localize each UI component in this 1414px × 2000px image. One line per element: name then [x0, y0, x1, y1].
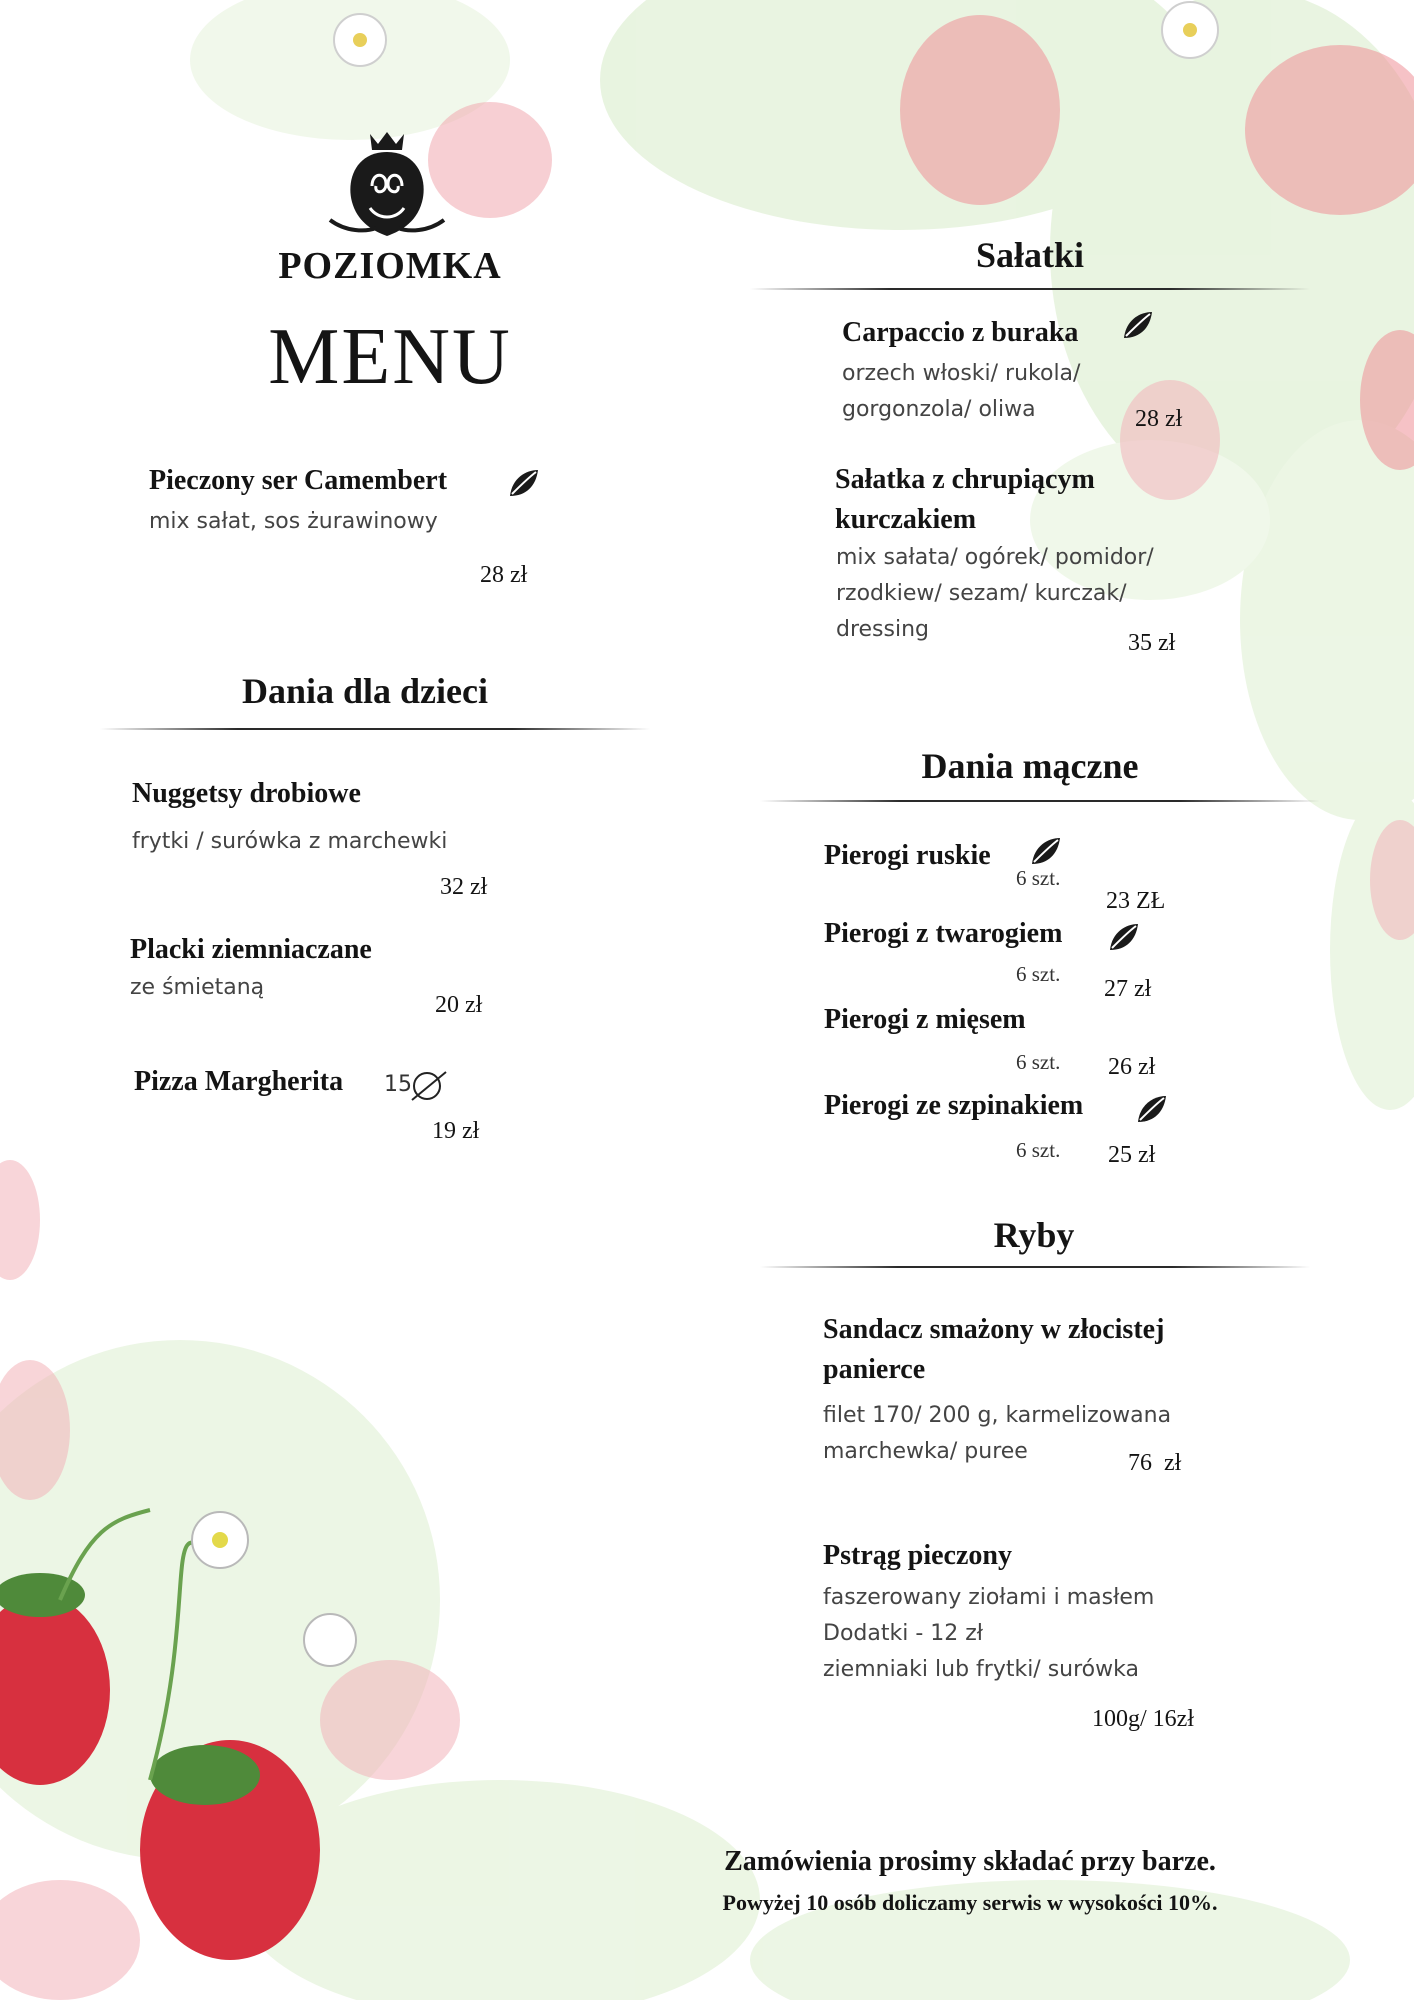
section-divider	[760, 1266, 1310, 1268]
item-name: Pstrąg pieczony	[823, 1540, 1012, 1571]
item-price: 28 zł	[1135, 406, 1183, 432]
item-desc: orzech włoski/ rukola/	[842, 361, 1081, 386]
item-name: Pierogi ruskie	[824, 840, 991, 871]
item-desc: Dodatki - 12 zł	[823, 1621, 984, 1646]
item-desc: ziemniaki lub frytki/ surówka	[823, 1657, 1139, 1682]
section-divider	[760, 800, 1320, 802]
item-name: Pizza Margherita	[134, 1066, 344, 1097]
section-title-flour: Dania mączne	[921, 746, 1139, 786]
poziomka-logo	[326, 128, 448, 243]
item-price: 76 zł	[1128, 1450, 1182, 1476]
item-desc: ze śmietaną	[130, 975, 265, 1000]
vegetarian-leaf-icon	[1134, 1092, 1168, 1126]
item-desc: mix sałat, sos żurawinowy	[149, 509, 438, 534]
menu-title: MENU	[268, 313, 512, 401]
item-price: 32 zł	[440, 874, 488, 900]
vegetarian-leaf-icon	[1106, 920, 1140, 954]
item-desc: mix sałata/ ogórek/ pomidor/	[836, 545, 1154, 570]
section-title-fish: Ryby	[993, 1215, 1075, 1255]
item-name: Sałatka z chrupiącym	[835, 464, 1095, 495]
vegetarian-leaf-icon	[506, 466, 540, 500]
item-price: 19 zł	[432, 1118, 480, 1144]
item-price: 26 zł	[1108, 1054, 1156, 1080]
item-desc: gorgonzola/ oliwa	[842, 397, 1036, 422]
item-desc: rzodkiew/ sezam/ kurczak/	[836, 581, 1127, 606]
item-name: Sandacz smażony w złocistej	[823, 1314, 1165, 1345]
section-divider	[750, 288, 1310, 290]
item-name: Pieczony ser Camembert	[149, 465, 448, 496]
item-price: 20 zł	[435, 992, 483, 1018]
item-name: Carpaccio z buraka	[842, 317, 1079, 348]
footer-note: Zamówienia prosimy składać przy barze.	[724, 1846, 1216, 1877]
item-name: Pierogi ze szpinakiem	[824, 1090, 1084, 1121]
item-qty: 6 szt.	[1016, 962, 1061, 986]
item-desc: dressing	[836, 617, 930, 642]
item-desc: frytki / surówka z marchewki	[132, 829, 448, 854]
vegetarian-leaf-icon	[1028, 834, 1062, 868]
item-desc: filet 170/ 200 g, karmelizowana	[823, 1403, 1172, 1428]
vegetarian-leaf-icon	[1120, 308, 1154, 342]
item-desc: faszerowany ziołami i masłem	[823, 1585, 1155, 1610]
section-title-kids: Dania dla dzieci	[241, 671, 488, 711]
item-name: kurczakiem	[835, 504, 977, 535]
brand-name: POZIOMKA	[278, 245, 502, 287]
section-divider	[100, 728, 650, 730]
item-name: Pierogi z twarogiem	[824, 918, 1063, 949]
item-price: 100g/ 16zł	[1092, 1706, 1194, 1732]
item-qty: 6 szt.	[1016, 1138, 1061, 1162]
item-name: Placki ziemniaczane	[130, 934, 372, 965]
item-name: panierce	[823, 1354, 926, 1385]
item-name: Nuggetsy drobiowe	[132, 778, 361, 809]
item-qty: 6 szt.	[1016, 866, 1061, 890]
item-desc: marchewka/ puree	[823, 1439, 1028, 1464]
item-price: 28 zł	[480, 562, 528, 588]
item-price: 25 zł	[1108, 1142, 1156, 1168]
footer-service-note: Powyżej 10 osób doliczamy serwis w wysokości 10%.	[722, 1890, 1218, 1915]
pizza-size: 15	[384, 1072, 412, 1097]
diameter-icon	[410, 1068, 448, 1102]
item-price: 35 zł	[1128, 630, 1176, 656]
item-name: Pierogi z mięsem	[824, 1004, 1026, 1035]
section-title-salads: Sałatki	[975, 235, 1085, 275]
item-price: 23 ZŁ	[1106, 888, 1166, 914]
item-qty: 6 szt.	[1016, 1050, 1061, 1074]
item-price: 27 zł	[1104, 976, 1152, 1002]
